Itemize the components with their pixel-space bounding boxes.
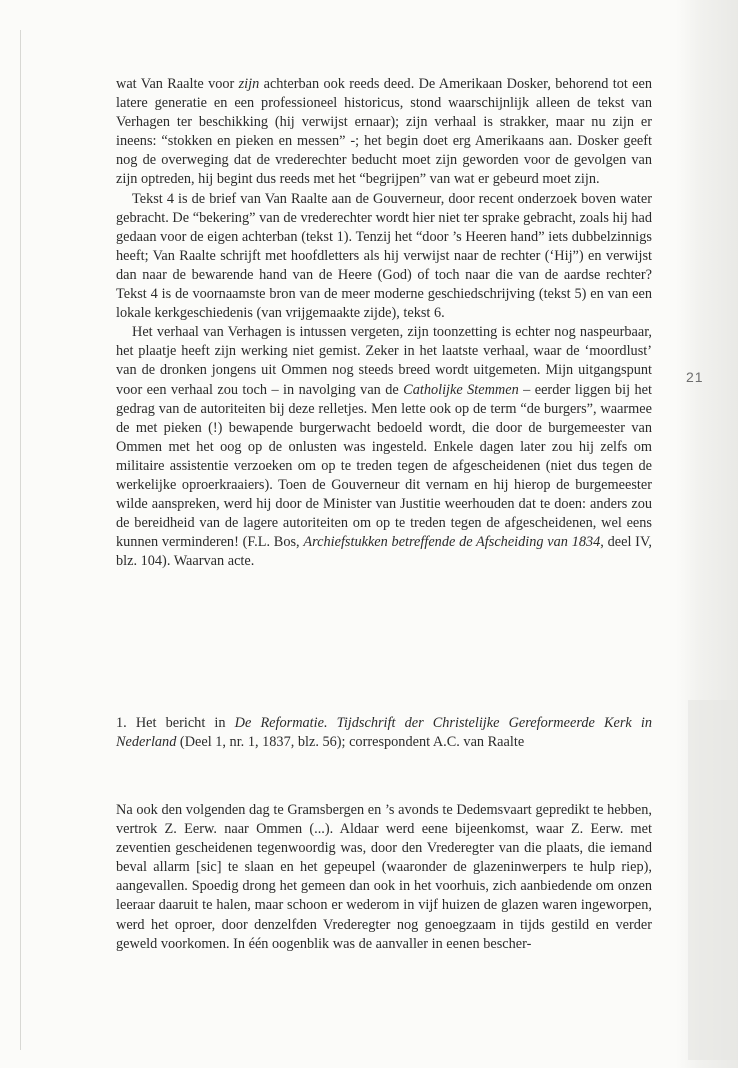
quoted-source-text xyxy=(116,801,652,954)
main-text xyxy=(116,75,652,571)
text-run: (Deel 1, nr. 1, 1837, blz. 56); correspondent A.C. van Raalte xyxy=(176,734,525,751)
paragraph-1 xyxy=(116,75,652,190)
paragraph-3 xyxy=(116,323,652,571)
source-heading xyxy=(116,714,652,752)
text-run: Het verhaal van Verhagen is intussen vergeten, zijn toonzetting is echter nog naspeurbaar, het plaatje heeft zijn werking niet gemist. Zeker in het laatste verhaal, waar de ‘moordlust’ van de dronken jongens uit Ommen nog steeds breed wordt uitgemeten. Mijn uitgangspunt voor een verhaal zou toch – in navolging van de xyxy=(116,324,652,398)
page-edge-rule xyxy=(20,30,21,1050)
italic-text: Archiefstukken betreffende de Afscheiding van 1834 xyxy=(303,534,601,551)
page-number: 21 xyxy=(686,369,704,385)
text-run: wat Van Raalte voor xyxy=(116,76,239,92)
italic-text: zijn xyxy=(238,76,260,92)
text-run: achterban ook reeds deed. De Amerikaan Dosker, behorend tot een latere generatie en een professioneel historicus, stond waarschijnlijk alleen de tekst van Verhagen ter beschikking (hij verwijst ernaar); zijn verhaal is strakker, maar nu zijn er ineens: “stokken en pieken en messen” -; het begin doet erg Amerikaans aan. Dosker geeft nog de overweging dat de vrederechter beducht moet zijn geworden voor de gevolgen van zijn optreden, hij begint dus reeds met het “begrijpen” van wat er gebeurd moet zijn. xyxy=(116,76,652,188)
italic-text: Catholijke Stemmen xyxy=(403,381,519,398)
text-run: Tekst 4 is de brief van Van Raalte aan de Gouverneur, door recent onderzoek boven water gebracht. De “bekering” van de vrederechter wordt hier niet ter sprake gebracht, zoals hij had gedaan voor de eigen achterban (tekst 1). Tenzij het “door ’s Heeren hand” iets dubbelzinnigs heeft; Van Raalte schrijft met hoofdletters als hij verwijst naar de rechter (‘Hij”) en verwijst dan naar de bewarende hand van de Heere (God) of toch naar die van de aardse rechter? Tekst 4 is de voornaamste bron van de meer moderne geschiedschrijving (tekst 5) en van een lokale kerkgeschiedenis (van vrijgemaakte zijde), tekst 6. xyxy=(116,190,652,322)
quote-paragraph: Na ook den volgenden dag te Gramsbergen en ’s avonds te Dedemsvaart gepredikt te hebben, vertrok Z. Eerw. naar Ommen (...). Aldaar werd eene bijeenkomst, waar Z. Eerw. met zeventien gescheidenen tegenwoordig was, door den Vrederegter van die plaats, die iemand beval allarm [sic] te slaan en het gepeupel (waaronder de glazeninwerpers te hulp riep), aangevallen. Spoedig drong het gemeen dan ook in het voorhuis, zich aanbiedende om onzen leeraar daaruit te halen, maar schoon er wederom in vijf huizen de glazen waren ingeworpen, werd het oproer, door denzelfden Vrederegter nog genoegzaam in tijds gestild en verder geweld voorkomen. In één oogenblik was de aanvaller in eenen bescher- xyxy=(116,802,652,952)
page-gutter-shadow-lower xyxy=(688,700,738,1060)
text-run: 1. Het bericht in xyxy=(116,715,235,731)
source-citation xyxy=(116,714,652,752)
text-run: , deel IV, blz. 104). Waarvan acte. xyxy=(116,534,652,570)
italic-text: De Reformatie. Tijdschrift der Christelijke Gereformeerde Kerk in Nederland xyxy=(116,715,652,751)
paragraph-2 xyxy=(116,190,652,324)
text-run: – eerder liggen bij het gedrag van de autoriteiten bij deze relletjes. Men lette ook op de term “de burgers”, waarmee de met pieken (!) bewapende burgerwacht bedoeld wordt, die door de burgemeester van Ommen met het oog op de onlusten was ingesteld. Enkele dagen later zou hij zelfs om militaire assistentie verzoeken om op te treden tegen de afgescheidenen (niet dus tegen de werkelijke oproerkraaiers). Toen de Gouverneur dit vernam en hij hierop de burgemeester wilde aanspreken, werd hij door de Minister van Justitie weerhouden dat te doen: anders zou de bereidheid van de lagere autoriteiten om op te treden tegen de afgescheidenen, wel eens kunnen verminderen! (F.L. Bos, xyxy=(116,381,652,551)
